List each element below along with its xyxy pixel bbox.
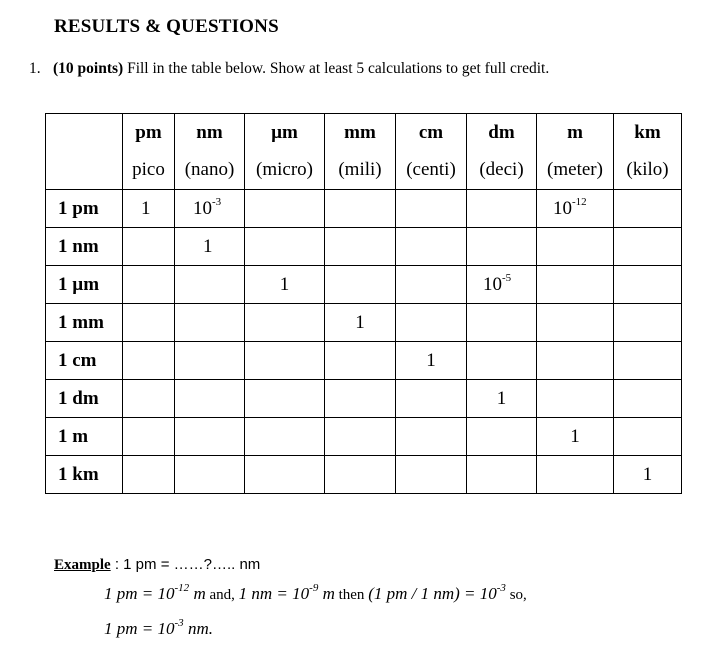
table-cell[interactable] [123, 266, 175, 304]
table-cell[interactable] [245, 380, 325, 418]
table-cell[interactable]: $10^{-12}$ [537, 190, 614, 228]
table-cell[interactable] [614, 190, 682, 228]
table-cell[interactable]: 1 [396, 342, 467, 380]
table-cell[interactable] [175, 380, 245, 418]
question-points: (10 points) [53, 60, 124, 77]
table-cell[interactable]: 1 [537, 418, 614, 456]
row-label: 1 nm [46, 228, 123, 266]
table-cell[interactable] [245, 228, 325, 266]
table-cell[interactable] [396, 456, 467, 494]
table-cell[interactable] [123, 228, 175, 266]
table-cell[interactable] [245, 304, 325, 342]
table-cell[interactable] [325, 456, 396, 494]
table-cell[interactable] [396, 380, 467, 418]
prefix-header: (kilo) [614, 151, 682, 190]
table-cell[interactable] [245, 190, 325, 228]
unit-header: nm [175, 114, 245, 152]
table-cell[interactable] [396, 228, 467, 266]
table-cell[interactable]: 1 [325, 304, 396, 342]
table-cell[interactable] [325, 342, 396, 380]
table-cell[interactable] [396, 418, 467, 456]
table-cell[interactable] [325, 380, 396, 418]
eq1-exp-i: -3 [496, 582, 506, 594]
table-cell[interactable] [123, 456, 175, 494]
table-cell[interactable]: 1 [614, 456, 682, 494]
table-cell[interactable] [614, 418, 682, 456]
table-cell[interactable] [467, 456, 537, 494]
eq1-so: so, [505, 587, 527, 603]
table-cell[interactable] [123, 304, 175, 342]
table-cell[interactable]: 1 [467, 380, 537, 418]
eq1-ratio: (1 pm / 1 nm) = 10 [368, 584, 497, 603]
table-cell[interactable] [245, 456, 325, 494]
prefix-header: (nano) [175, 151, 245, 190]
eq1-term-a: 1 pm [104, 584, 138, 603]
table-cell[interactable] [614, 380, 682, 418]
table-cell[interactable] [175, 304, 245, 342]
table-cell[interactable] [537, 266, 614, 304]
question-text: Fill in the table below. Show at least 5 calculations to get full credit. [123, 60, 550, 77]
table-cell[interactable] [467, 228, 537, 266]
eq1-and: and, [205, 587, 239, 603]
table-cell[interactable] [614, 266, 682, 304]
table-cell[interactable] [245, 418, 325, 456]
table-row [46, 228, 682, 266]
table-cell[interactable] [325, 418, 396, 456]
prefix-header: (mili) [325, 151, 396, 190]
eq1-then: then [334, 587, 369, 603]
table-row [46, 380, 682, 418]
question-1 [29, 60, 549, 78]
table-cell[interactable]: 1 [175, 228, 245, 266]
example-label: Example [54, 557, 111, 573]
table-cell[interactable] [175, 342, 245, 380]
table-cell[interactable] [325, 228, 396, 266]
eq2-term-a: 1 pm [104, 619, 138, 638]
table-cell[interactable] [467, 418, 537, 456]
question-number: 1. [29, 60, 41, 77]
row-label: 1 mm [46, 304, 123, 342]
eq1-unit-g: m [318, 584, 335, 603]
prefix-header: (deci) [467, 151, 537, 190]
unit-header: dm [467, 114, 537, 152]
eq2-exp-b: -3 [174, 617, 184, 629]
eq1-exp-b: -12 [174, 582, 190, 594]
table-cell[interactable] [175, 456, 245, 494]
example-text: : 1 pm = ……?….. nm [110, 556, 261, 573]
table-cell[interactable] [325, 266, 396, 304]
row-label: 1 dm [46, 380, 123, 418]
table-cell[interactable] [537, 342, 614, 380]
eq1-unit-c: m [189, 584, 206, 603]
table-cell[interactable] [537, 456, 614, 494]
table-cell[interactable] [614, 304, 682, 342]
unit-header: km [614, 114, 682, 152]
unit-header: µm [245, 114, 325, 152]
eq2-term-b: = 10 [137, 619, 175, 638]
example-equation-1 [104, 584, 527, 604]
row-label: 1 cm [46, 342, 123, 380]
section-heading: RESULTS & QUESTIONS [54, 16, 279, 37]
eq1-term-f: = 10 [272, 584, 310, 603]
table-cell[interactable] [467, 304, 537, 342]
table-cell[interactable] [123, 342, 175, 380]
example-line [54, 556, 260, 574]
unit-header: mm [325, 114, 396, 152]
table-cell[interactable]: $10^{-3}$ [175, 190, 245, 228]
table-cell[interactable] [467, 342, 537, 380]
prefix-header: (micro) [245, 151, 325, 190]
table-cell[interactable] [123, 418, 175, 456]
table-row [46, 418, 682, 456]
table-cell[interactable] [123, 380, 175, 418]
table-cell[interactable] [175, 266, 245, 304]
corner-cell [46, 114, 123, 190]
row-label: 1 m [46, 418, 123, 456]
table-cell[interactable] [325, 190, 396, 228]
example-equation-2 [104, 619, 213, 639]
unit-header: m [537, 114, 614, 152]
row-label: 1 km [46, 456, 123, 494]
table-cell[interactable] [245, 342, 325, 380]
table-cell[interactable]: 1 [245, 266, 325, 304]
eq2-unit-c: nm. [183, 619, 213, 638]
prefix-header: pico [123, 151, 175, 190]
table-cell[interactable]: $10^{-5}$ [467, 266, 537, 304]
row-label: 1 pm [46, 190, 123, 228]
table-cell[interactable] [467, 190, 537, 228]
table-cell[interactable] [175, 418, 245, 456]
table-cell[interactable] [537, 304, 614, 342]
table-cell[interactable] [537, 228, 614, 266]
eq1-term-e: 1 nm [238, 584, 273, 603]
table-row [46, 190, 682, 228]
unit-header: pm [123, 114, 175, 152]
table-cell[interactable]: 1 [123, 190, 175, 228]
table-cell[interactable] [396, 266, 467, 304]
table-row [46, 304, 682, 342]
table-cell[interactable] [614, 342, 682, 380]
unit-header: cm [396, 114, 467, 152]
table-cell[interactable] [537, 380, 614, 418]
table-row [46, 342, 682, 380]
table-cell[interactable] [396, 190, 467, 228]
table-cell[interactable] [614, 228, 682, 266]
table-cell[interactable] [396, 304, 467, 342]
eq1-exp-f: -9 [309, 582, 319, 594]
eq1-term-b: = 10 [137, 584, 175, 603]
table-row [46, 266, 682, 304]
conversion-table [45, 113, 682, 494]
prefix-header: (centi) [396, 151, 467, 190]
row-label: 1 µm [46, 266, 123, 304]
table-row [46, 456, 682, 494]
prefix-header: (meter) [537, 151, 614, 190]
